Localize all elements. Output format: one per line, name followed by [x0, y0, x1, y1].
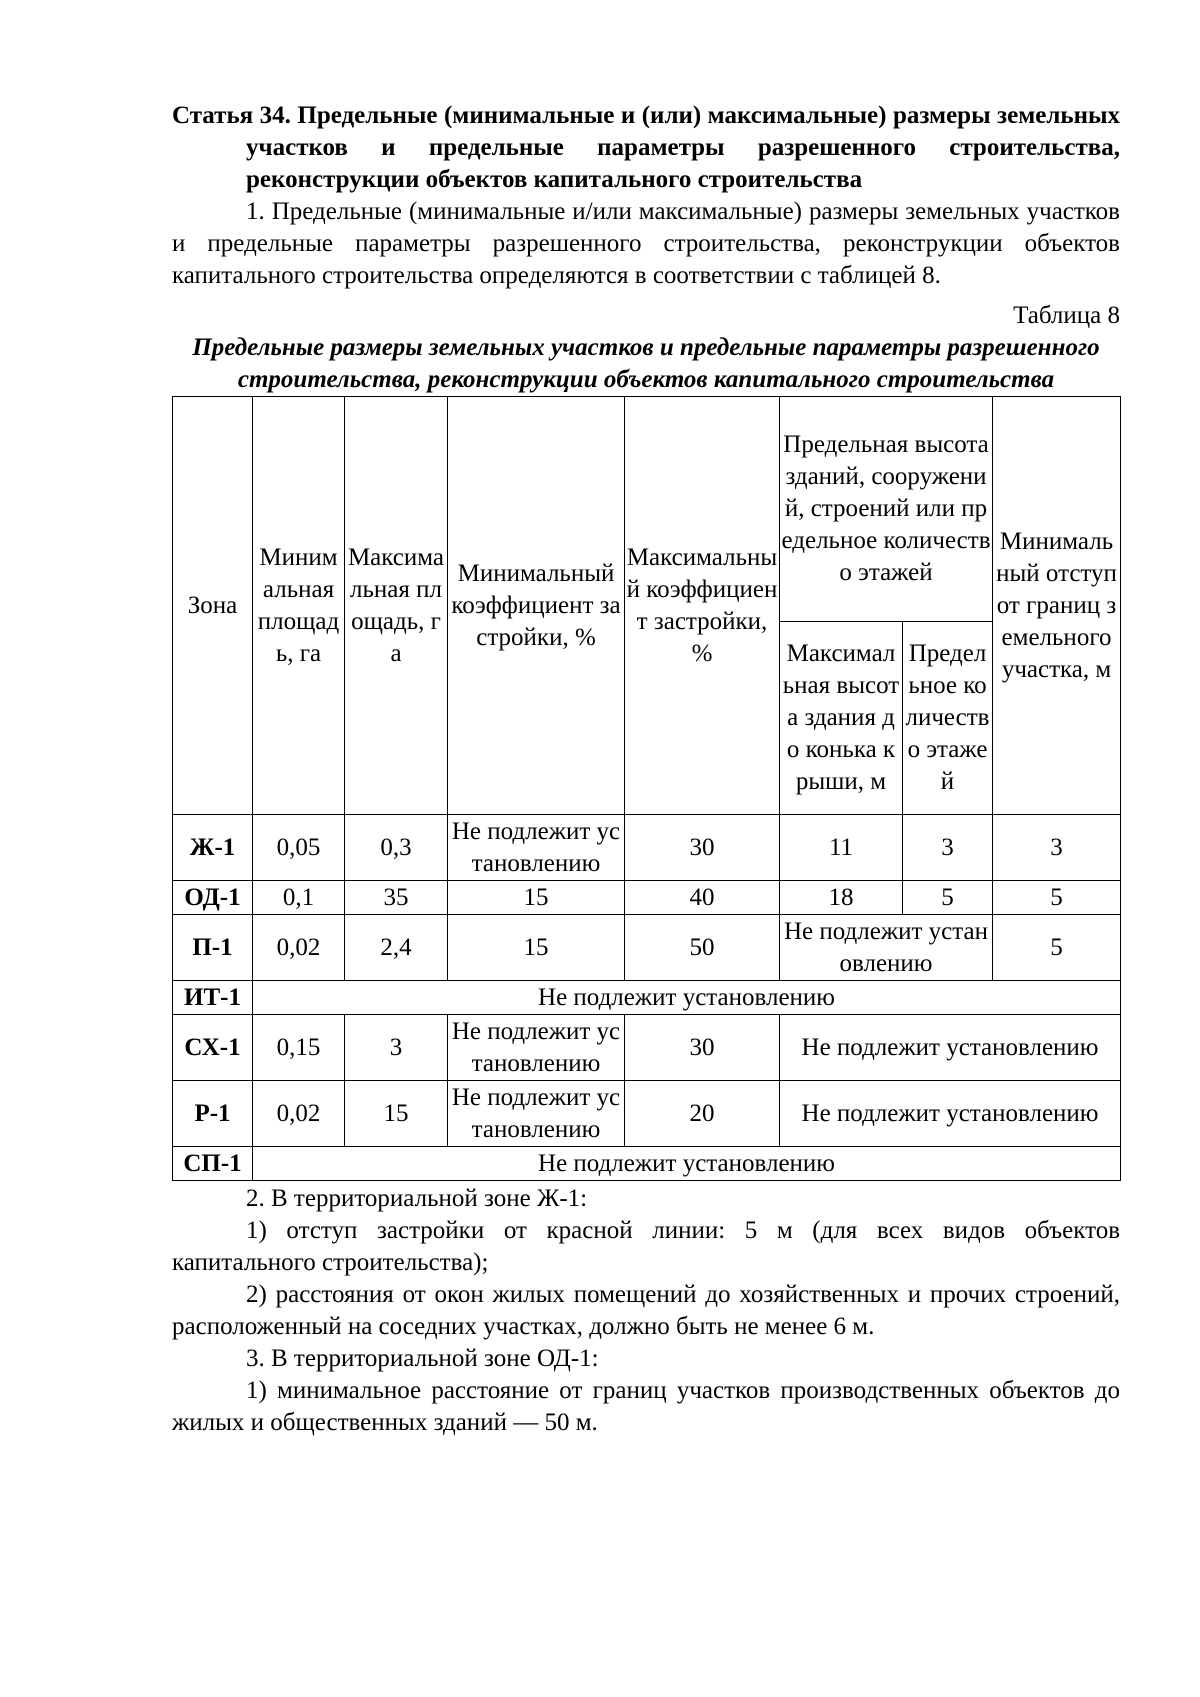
- zone-cell: Р-1: [173, 1081, 253, 1147]
- min-coef-cell: Не подлежит установлению: [448, 1015, 625, 1081]
- limits-table: [172, 396, 1121, 1181]
- min-coef-cell: 15: [448, 915, 625, 981]
- max-height-cell: 11: [780, 815, 903, 881]
- header-max-floors: Предельное количество этажей: [903, 622, 993, 815]
- zone-cell: СХ-1: [173, 1015, 253, 1081]
- header-max-area: Максимальная площадь, га: [345, 397, 448, 815]
- max-height-cell: 18: [780, 881, 903, 915]
- table-row: [173, 981, 1121, 1015]
- min-coef-cell: Не подлежит установлению: [448, 815, 625, 881]
- max-area-cell: 0,3: [345, 815, 448, 881]
- document-page: [172, 100, 1120, 1439]
- min-area-cell: 0,05: [253, 815, 345, 881]
- paragraph-3: 3. В территориальной зоне ОД-1:: [246, 1345, 599, 1372]
- height-floors-cell: Не подлежит установлению: [780, 915, 993, 981]
- table-caption: Предельные размеры земельных участков и предельные параметры разрешенного строительства, реконструкции объектов капитального строительства: [192, 334, 1100, 393]
- paragraph-3-1: 1) минимальное расстояние от границ участков производственных объектов до жилых и общественных зданий — 50 м.: [172, 1377, 1120, 1436]
- min-area-cell: 0,02: [253, 1081, 345, 1147]
- article-heading: Статья 34. Предельные (минимальные и (или) максимальные) размеры земельных участков и предельные параметры разрешенного строительства, реконструкции объектов капитального строительства: [172, 102, 1120, 193]
- min-area-cell: 0,15: [253, 1015, 345, 1081]
- max-coef-cell: 20: [625, 1081, 780, 1147]
- header-row-1: [173, 397, 1121, 622]
- paragraph-2: 2. В территориальной зоне Ж-1:: [246, 1185, 588, 1212]
- min-area-cell: 0,02: [253, 915, 345, 981]
- header-zone: Зона: [173, 397, 253, 815]
- merged-cell: Не подлежит установлению: [253, 1147, 1121, 1181]
- zone-cell: ОД-1: [173, 881, 253, 915]
- min-offset-cell: 5: [993, 915, 1121, 981]
- paragraph-2-1: 1) отступ застройки от красной линии: 5 м (для всех видов объектов капитального строительства);: [172, 1217, 1120, 1276]
- max-floors-cell: 3: [903, 815, 993, 881]
- zone-cell: ИТ-1: [173, 981, 253, 1015]
- min-offset-cell: 3: [993, 815, 1121, 881]
- table-label: Таблица 8: [1013, 302, 1120, 329]
- header-max-coef: Максимальный коэффициент застройки, %: [625, 397, 780, 815]
- min-area-cell: 0,1: [253, 881, 345, 915]
- header-height-group: Предельная высота зданий, сооружений, строений или предельное количество этажей: [780, 397, 993, 622]
- header-min-offset: Минимальный отступ от границ земельного участка, м: [993, 397, 1121, 815]
- zone-cell: П-1: [173, 915, 253, 981]
- max-coef-cell: 30: [625, 1015, 780, 1081]
- max-area-cell: 2,4: [345, 915, 448, 981]
- min-offset-cell: 5: [993, 881, 1121, 915]
- rest-cell: Не подлежит установлению: [780, 1015, 1121, 1081]
- table-row: [173, 1081, 1121, 1147]
- zone-cell: Ж-1: [173, 815, 253, 881]
- table-row: [173, 915, 1121, 981]
- max-coef-cell: 30: [625, 815, 780, 881]
- max-coef-cell: 50: [625, 915, 780, 981]
- min-coef-cell: Не подлежит установлению: [448, 1081, 625, 1147]
- paragraph-1: 1. Предельные (минимальные и/или максимальные) размеры земельных участков и предельные параметры разрешенного строительства, реконструкции объектов капитального строительства определяются в соответствии с таблицей 8.: [172, 198, 1120, 289]
- rest-cell: Не подлежит установлению: [780, 1081, 1121, 1147]
- table-row: [173, 815, 1121, 881]
- table-row: [173, 1015, 1121, 1081]
- header-max-height: Максимальная высота здания до конька крыши, м: [780, 622, 903, 815]
- table-row: [173, 1147, 1121, 1181]
- table-row: [173, 881, 1121, 915]
- max-area-cell: 3: [345, 1015, 448, 1081]
- max-floors-cell: 5: [903, 881, 993, 915]
- paragraph-2-2: 2) расстояния от окон жилых помещений до хозяйственных и прочих строений, расположенный на соседних участках, должно быть не менее 6 м.: [172, 1281, 1120, 1340]
- header-min-coef: Минимальный коэффициент застройки, %: [448, 397, 625, 815]
- min-coef-cell: 15: [448, 881, 625, 915]
- header-min-area: Минимальная площадь, га: [253, 397, 345, 815]
- merged-cell: Не подлежит установлению: [253, 981, 1121, 1015]
- max-area-cell: 15: [345, 1081, 448, 1147]
- max-area-cell: 35: [345, 881, 448, 915]
- max-coef-cell: 40: [625, 881, 780, 915]
- zone-cell: СП-1: [173, 1147, 253, 1181]
